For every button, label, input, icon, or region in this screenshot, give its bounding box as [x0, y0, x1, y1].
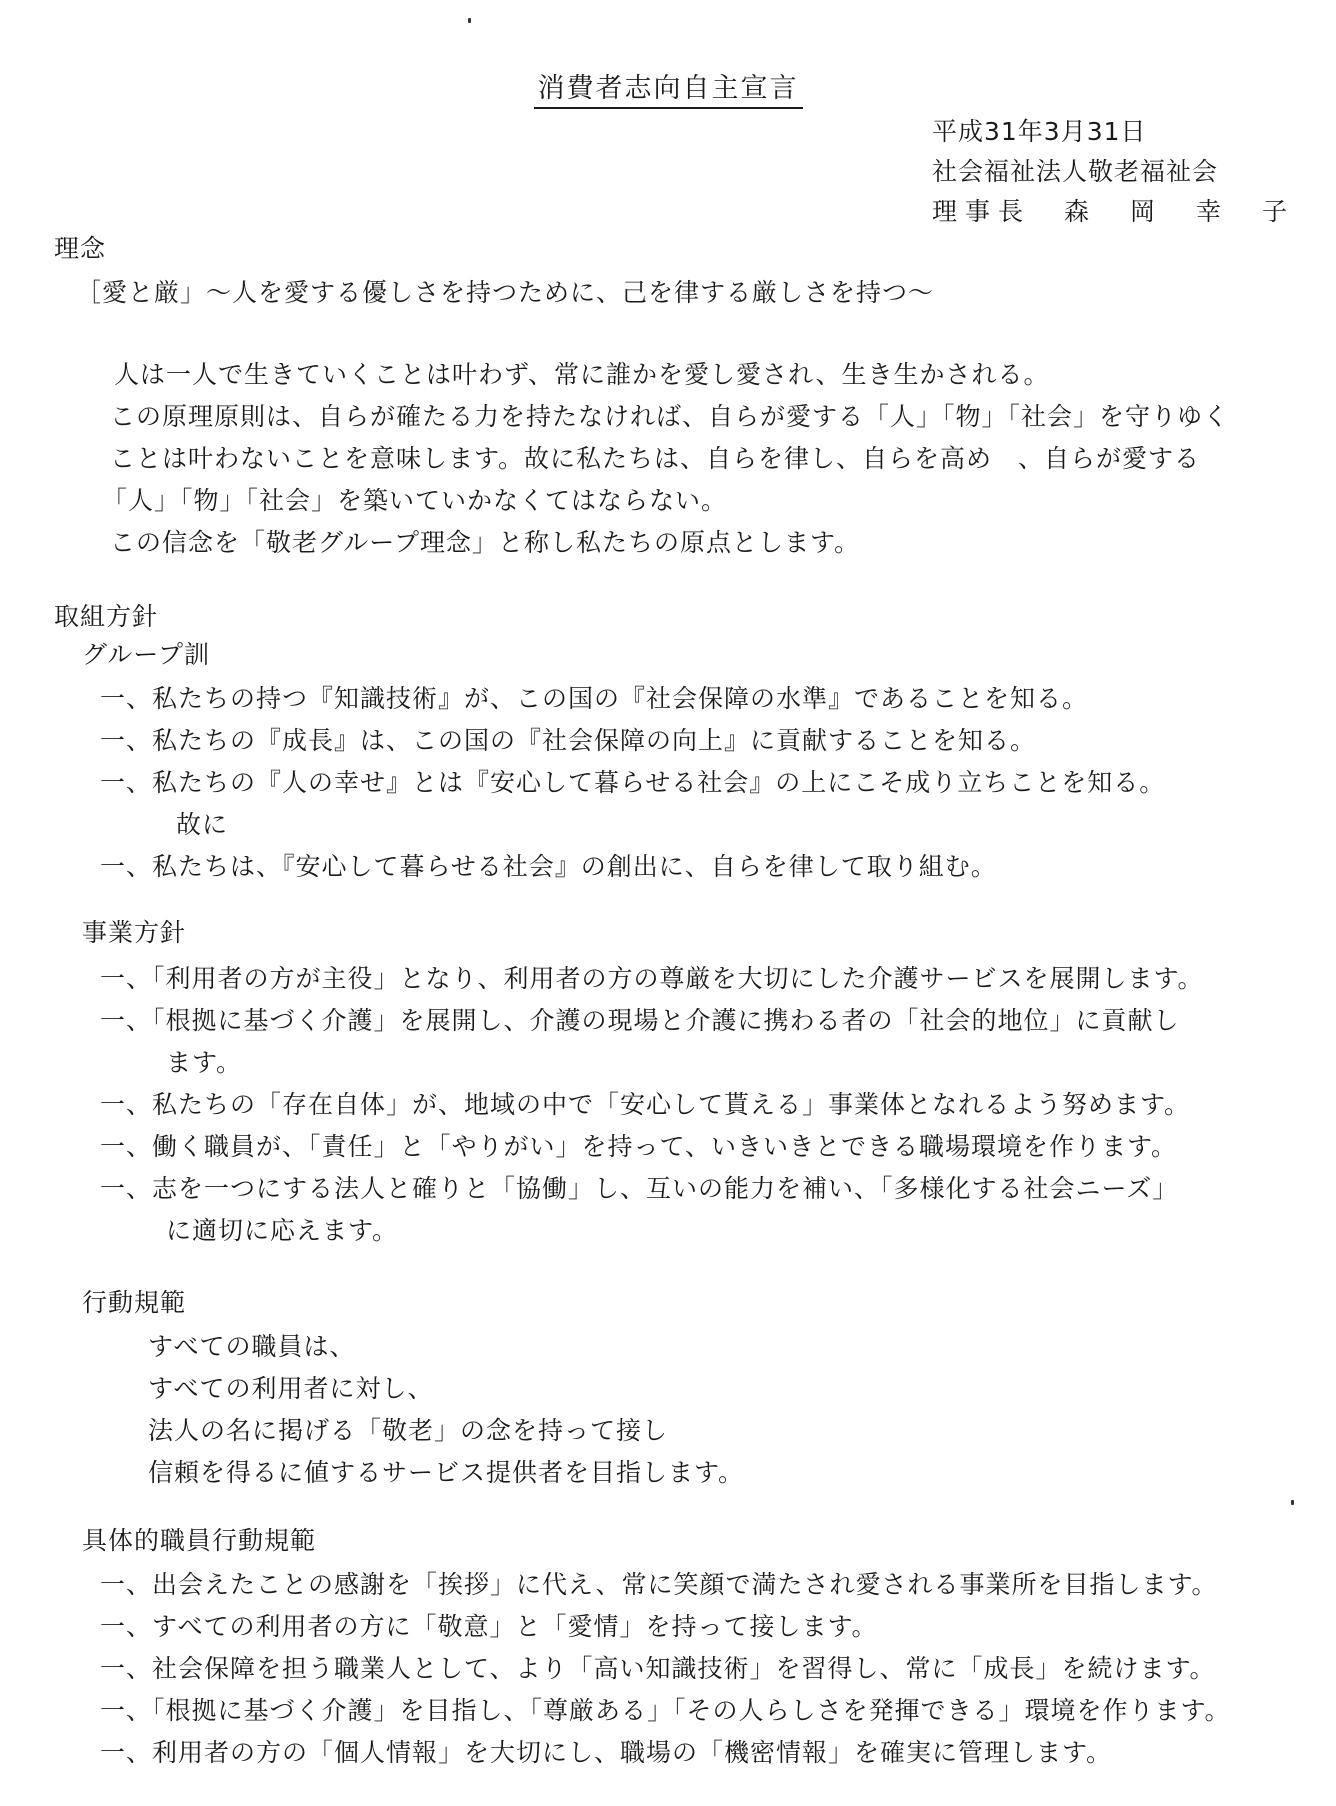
rinen-paragraph-line: この原理原則は、自らが確たる力を持たなければ、自らが愛する「人」「物」「社会」を守りゆく	[110, 402, 1230, 431]
rinen-section	[54, 228, 934, 314]
rinen-paragraph-line: 「人」「物」「社会」を築いていかなくてはならない。	[102, 486, 728, 515]
rinen-heading: 理念	[54, 234, 107, 263]
jigyo-line-continued: ます。	[166, 1048, 243, 1077]
document-title-text: 消費者志向自主宣言	[534, 73, 803, 109]
group-kun-final: 一、私たちは、『安心して暮らせる社会』の創出に、自らを律して取り組む。	[100, 852, 997, 881]
jigyo-heading: 事業方針	[82, 918, 187, 947]
jigyo-line-continued: に適切に応えます。	[166, 1216, 399, 1245]
group-kun-item: 一、私たちの『人の幸せ』とは『安心して暮らせる社会』の上にこそ成り立ちことを知る。	[100, 768, 1166, 797]
gutai-item: 一、利用者の方の「個人情報」を大切にし、職場の「機密情報」を確実に管理します。	[100, 1738, 1113, 1767]
group-kun-item: 一、私たちの『成長』は、この国の『社会保障の向上』に貢献することを知る。	[100, 726, 1037, 755]
scan-speck	[468, 18, 471, 23]
jigyo-line: 一、志を一つにする法人と確りと「協働」し、互いの能力を補い、「多様化する社会ニーズ」	[100, 1174, 1179, 1203]
torikumi-heading: 取組方針	[54, 602, 159, 631]
jigyo-section	[82, 912, 1204, 1252]
gutai-item: 一、社会保障を担う職業人として、より「高い知識技術」を習得し、常に「成長」を続けます。	[100, 1654, 1216, 1683]
rinen-paragraph-line: ことは叶わないことを意味します。故に私たちは、自らを律し、自らを高め 、自らが愛する	[110, 444, 1201, 473]
scan-speck	[1291, 1500, 1294, 1505]
group-kun-yueni: 故に	[176, 810, 229, 839]
group-kun-section	[82, 634, 1165, 888]
group-kun-heading: グループ訓	[82, 640, 211, 669]
kodo-line: 法人の名に掲げる「敬老」の念を持って接し	[148, 1416, 669, 1445]
jigyo-line: 一、私たちの「存在自体」が、地域の中で「安心して貰える」事業体となれるよう努めます。	[100, 1090, 1191, 1119]
kodo-line: 信頼を得るに値するサービス提供者を目指します。	[148, 1458, 745, 1487]
group-kun-item: 一、私たちの持つ『知識技術』が、この国の『社会保障の水準』であることを知る。	[100, 684, 1089, 713]
rinen-paragraph-line: この信念を「敬老グループ理念」と称し私たちの原点とします。	[110, 528, 861, 557]
signatory: 理事長 森 岡 幸 子	[932, 197, 1296, 226]
torikumi-section	[54, 596, 158, 638]
gutai-item: 一、出会えたことの感謝を「挨拶」に代え、常に笑顔で満たされ愛される事業所を目指します。	[100, 1570, 1218, 1599]
jigyo-line: 一、「利用者の方が主役」となり、利用者の方の尊厳を大切にした介護サービスを展開します。	[100, 964, 1204, 993]
organization-name: 社会福祉法人敬老福祉会	[932, 157, 1219, 186]
jigyo-line: 一、働く職員が、「責任」と「やりがい」を持って、いきいきとできる職場環境を作ります。	[100, 1132, 1178, 1161]
rinen-motto: ［愛と厳」～人を愛する優しさを持つために、己を律する厳しさを持つ～	[76, 278, 935, 307]
kodo-heading: 行動規範	[82, 1288, 187, 1317]
document-meta	[932, 112, 1295, 232]
kodo-line: すべての利用者に対し、	[148, 1374, 434, 1403]
rinen-paragraph	[54, 354, 1229, 564]
kodo-line: すべての職員は、	[148, 1332, 356, 1361]
gutai-section	[82, 1520, 1231, 1774]
gutai-heading: 具体的職員行動規範	[82, 1526, 317, 1555]
rinen-paragraph-line: 人は一人で生きていくことは叶わず、常に誰かを愛し愛され、生き生かされる。	[114, 360, 1050, 389]
gutai-item: 一、「根拠に基づく介護」を目指し、「尊厳ある」「その人らしさを発揮できる」環境を作ります。	[100, 1696, 1231, 1725]
kodo-section	[82, 1282, 744, 1494]
jigyo-line: 一、「根拠に基づく介護」を展開し、介護の現場と介護に携わる者の「社会的地位」に貢献し	[100, 1006, 1180, 1035]
document-title	[0, 66, 1336, 105]
document-date: 平成31年3月31日	[932, 117, 1147, 146]
gutai-item: 一、すべての利用者の方に「敬意」と「愛情」を持って接します。	[100, 1612, 878, 1641]
